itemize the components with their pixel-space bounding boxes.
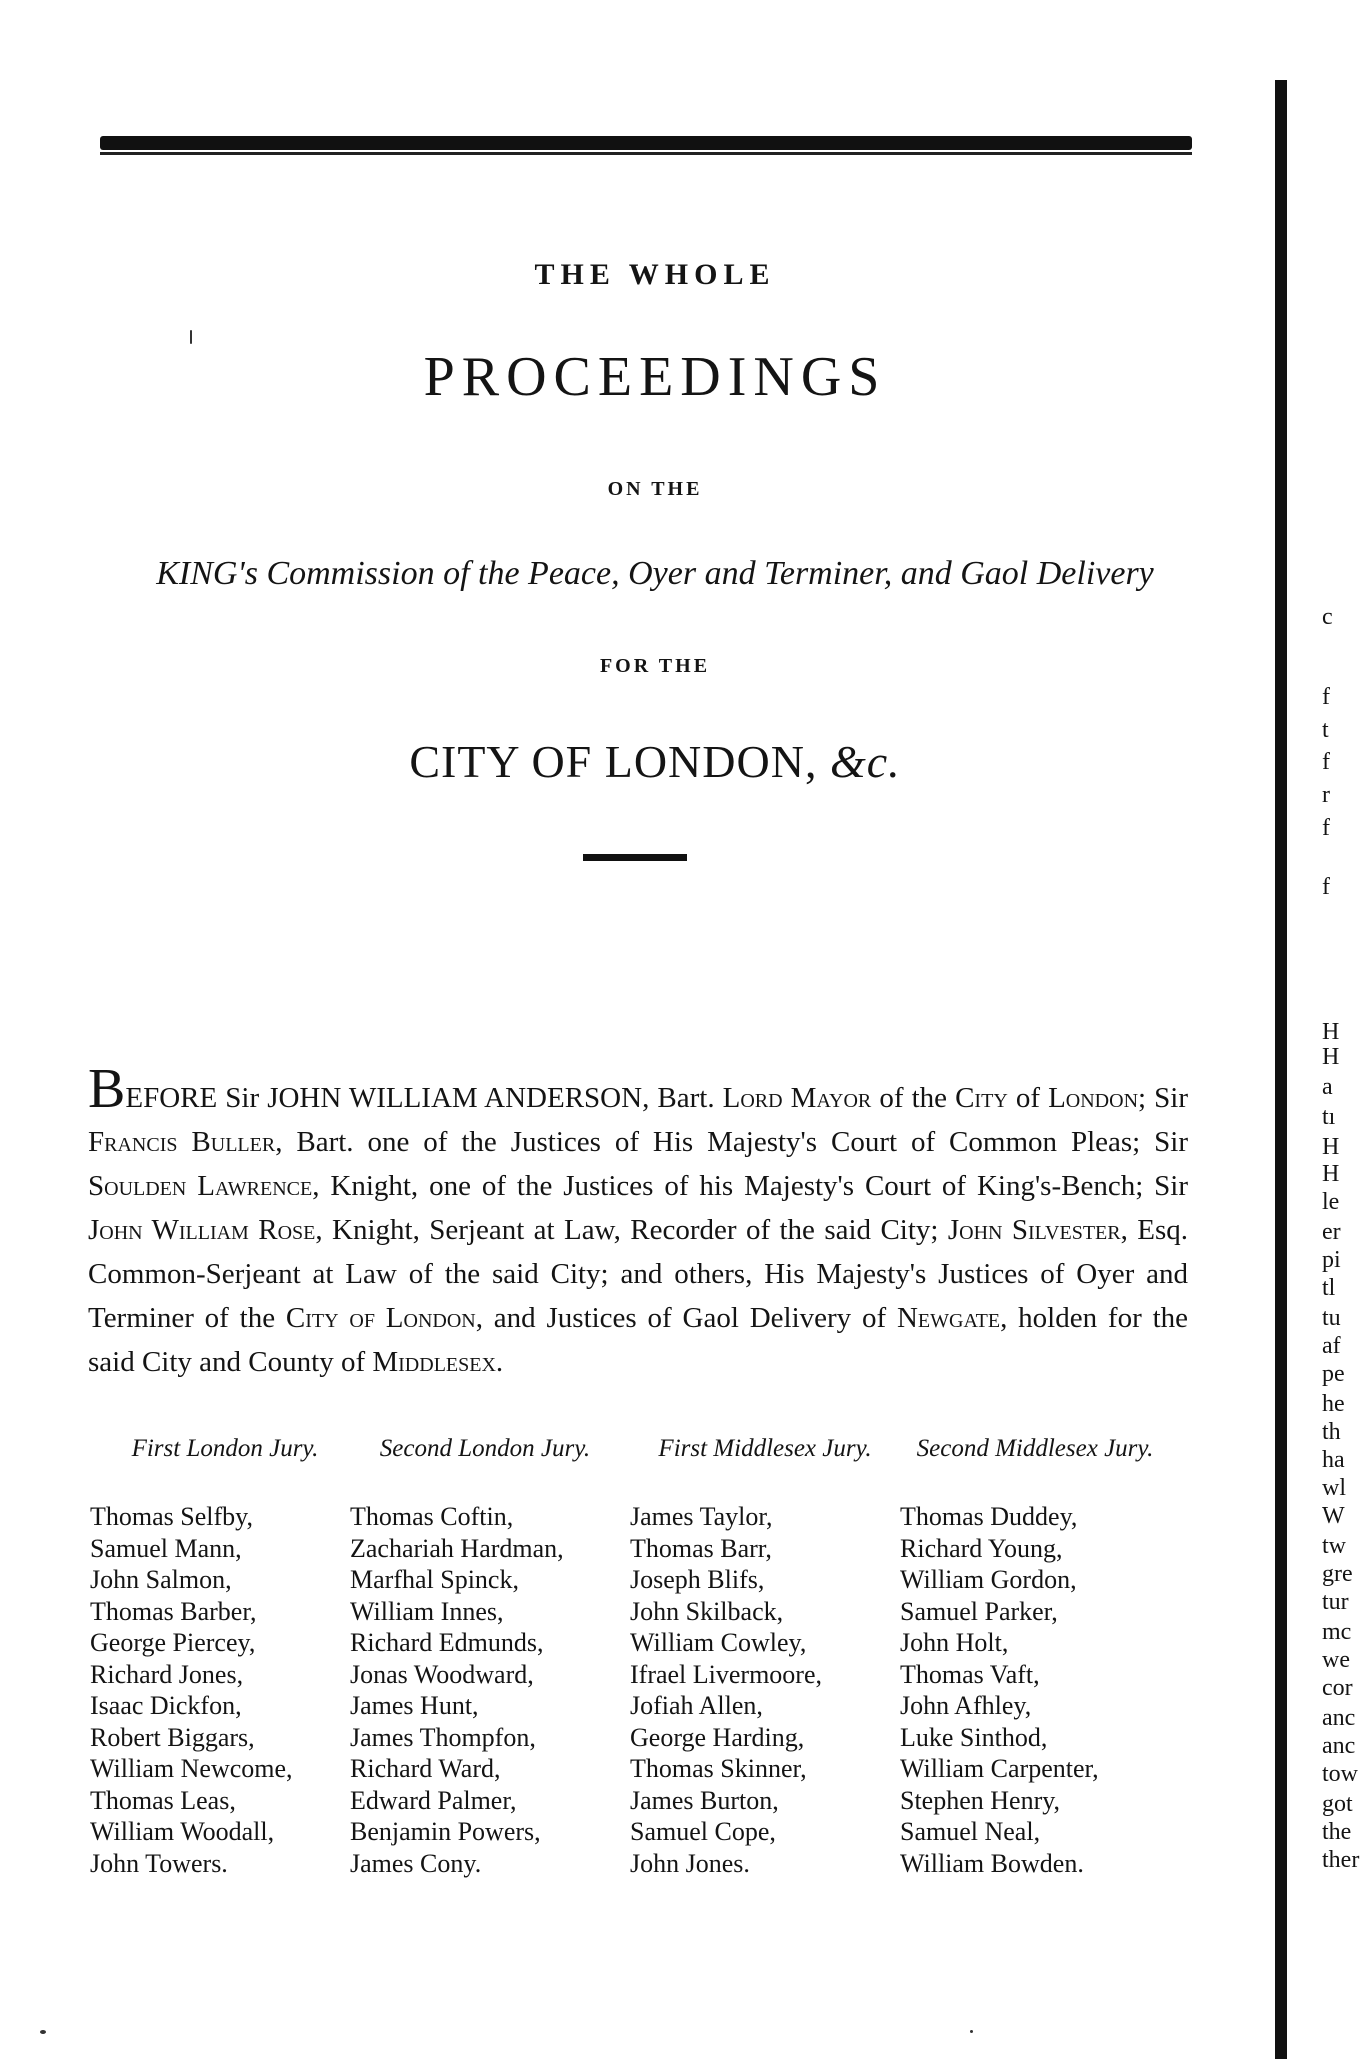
margin-fragment: anc	[1322, 1733, 1356, 1759]
margin-fragment: tu	[1322, 1305, 1341, 1331]
juror-name: Thomas Vaft,	[900, 1659, 1040, 1689]
margin-fragment: af	[1322, 1333, 1341, 1359]
juror-name: Luke Sinthod,	[900, 1722, 1048, 1752]
juror-list	[900, 1501, 1170, 1879]
paragraph-segment: , Bart. one of the Justices of His Majesty's Court of Common Pleas; Sir	[275, 1126, 1188, 1158]
juror-name: Jofiah Allen,	[630, 1691, 763, 1720]
margin-fragment: t	[1322, 717, 1329, 743]
ink-speck	[970, 2030, 973, 2033]
juror-name: Thomas Duddey,	[900, 1502, 1078, 1531]
proper-name: Middlesex	[372, 1346, 496, 1378]
juror-name: John Holt,	[900, 1628, 1009, 1657]
margin-fragment: f	[1322, 815, 1330, 841]
paragraph-segment: ; Sir	[1138, 1082, 1188, 1114]
title-proceedings: PROCEEDINGS	[423, 346, 887, 408]
margin-fragment: he	[1322, 1391, 1345, 1417]
proper-name: Lord Mayor	[722, 1082, 872, 1114]
juror-name: William Woodall,	[90, 1817, 275, 1846]
drop-cap: B	[88, 1058, 126, 1120]
proper-name: John Silvester	[947, 1214, 1121, 1246]
proper-name: Newgate	[896, 1302, 1001, 1334]
margin-fragment: H	[1322, 1019, 1340, 1045]
paragraph-segment: EFORE Sir JOHN WILLIAM ANDERSON, Bart.	[125, 1082, 723, 1114]
juror-name: Marfhal Spinck,	[350, 1565, 519, 1594]
juror-name: Isaac Dickfon,	[90, 1691, 242, 1720]
jury-column	[90, 1435, 360, 1879]
juror-name: Thomas Barber,	[90, 1596, 257, 1626]
juror-name: Benjamin Powers,	[350, 1817, 541, 1846]
title-the-whole: THE WHOLE	[534, 258, 776, 291]
margin-fragment: anc	[1322, 1705, 1356, 1731]
margin-fragment: H	[1322, 1134, 1340, 1160]
juror-name: William Cowley,	[630, 1628, 807, 1657]
paragraph-segment: , Esq. Common-Serjeant at Law of the said City; and others, His Majesty's Justices of Oyer and Terminer of the	[88, 1214, 1189, 1334]
juror-name: James Burton,	[630, 1785, 779, 1815]
margin-fragment: we	[1322, 1647, 1350, 1673]
margin-fragment: le	[1322, 1189, 1340, 1215]
juror-name: Samuel Neal,	[900, 1817, 1041, 1846]
margin-fragment: f	[1322, 874, 1330, 900]
juror-name: Thomas Selfby,	[90, 1502, 253, 1531]
margin-fragment: ther	[1322, 1847, 1360, 1873]
title-on-the: ON THE	[607, 478, 703, 500]
margin-fragment: tw	[1322, 1533, 1346, 1559]
juror-name: Stephen Henry,	[900, 1785, 1061, 1815]
margin-fragment: wl	[1322, 1475, 1346, 1501]
juror-name: John Jones.	[630, 1848, 750, 1878]
title-city-of-london	[0, 735, 1310, 788]
ink-speck	[40, 2030, 46, 2034]
paragraph-segment: , Knight, one of the Justices of his Majesty's Court of King's-Bench; Sir	[312, 1170, 1189, 1202]
proper-name: John William Rose	[88, 1214, 316, 1246]
juror-name: Zachariah Hardman,	[350, 1533, 564, 1563]
city-name: CITY OF LONDON,	[409, 736, 818, 787]
juror-name: William Innes,	[350, 1596, 504, 1626]
juror-name: Richard Jones,	[90, 1659, 244, 1689]
paragraph-segment: of	[1007, 1082, 1049, 1114]
margin-fragment: tow	[1322, 1761, 1358, 1787]
paragraph-segment: , holden for the said City and County of	[88, 1302, 1188, 1378]
margin-fragment: H	[1322, 1161, 1340, 1187]
juror-name: Edward Palmer,	[350, 1785, 517, 1815]
jury-column	[350, 1435, 620, 1879]
juror-name: John Afhley,	[900, 1691, 1032, 1720]
margin-fragment: a	[1322, 1074, 1333, 1100]
jury-column	[630, 1435, 900, 1879]
juror-name: Thomas Barr,	[630, 1533, 772, 1563]
jury-title: First London Jury.	[131, 1435, 319, 1462]
juror-name: William Newcome,	[90, 1754, 293, 1783]
margin-fragment: r	[1322, 782, 1330, 808]
jury-title: Second Middlesex Jury.	[916, 1435, 1154, 1462]
ink-speck	[190, 330, 192, 344]
paragraph-segment: , and Justices of Gaol Delivery of	[475, 1302, 897, 1334]
margin-fragment: mc	[1322, 1619, 1352, 1645]
margin-fragment: got	[1322, 1791, 1353, 1817]
margin-fragment: f	[1322, 749, 1330, 775]
margin-fragment: tur	[1322, 1589, 1349, 1615]
top-rule	[100, 136, 1192, 150]
proper-name: Francis Buller	[88, 1126, 276, 1158]
juror-name: Thomas Leas,	[90, 1785, 236, 1815]
juror-list	[90, 1501, 360, 1879]
margin-fragment: tl	[1322, 1275, 1336, 1301]
paragraph-segment: of the	[871, 1082, 956, 1114]
juror-name: James Thompfon,	[350, 1722, 536, 1752]
margin-fragment: cor	[1322, 1675, 1353, 1701]
margin-fragment: the	[1322, 1819, 1352, 1845]
juror-name: Richard Young,	[900, 1533, 1063, 1563]
juror-name: George Harding,	[630, 1722, 805, 1752]
juror-name: Richard Ward,	[350, 1754, 501, 1783]
paragraph-segment: .	[495, 1346, 504, 1378]
margin-fragment: tı	[1322, 1104, 1336, 1130]
juror-name: Thomas Skinner,	[630, 1754, 807, 1783]
juror-name: Samuel Parker,	[900, 1596, 1058, 1626]
margin-fragment: ha	[1322, 1447, 1345, 1473]
proper-name: City of London	[285, 1302, 476, 1334]
juror-name: James Hunt,	[350, 1691, 479, 1720]
juror-name: Samuel Cope,	[630, 1817, 776, 1846]
jury-title: Second London Jury.	[379, 1435, 591, 1462]
title-for-the: FOR THE	[599, 655, 711, 677]
juror-name: John Skilback,	[630, 1596, 784, 1626]
margin-fragment: gre	[1322, 1561, 1353, 1587]
proper-name: Soulden Lawrence	[88, 1170, 313, 1202]
juror-name: James Taylor,	[630, 1502, 773, 1531]
title-commission: KING's Commission of the Peace, Oyer and Terminer, and Gaol Delivery	[156, 555, 1154, 592]
margin-fragment: c	[1322, 604, 1333, 630]
juror-name: Richard Edmunds,	[350, 1628, 544, 1657]
juror-name: William Gordon,	[900, 1565, 1077, 1594]
city-etc: &c.	[829, 736, 901, 787]
juror-name: James Cony.	[350, 1848, 482, 1878]
juror-name: Samuel Mann,	[90, 1533, 242, 1563]
juror-list	[350, 1501, 620, 1879]
jury-title: First Middlesex Jury.	[658, 1435, 872, 1462]
juror-name: John Salmon,	[90, 1565, 232, 1594]
court-paragraph	[88, 1058, 1189, 1384]
proper-name: City	[955, 1082, 1008, 1114]
juror-name: Robert Biggars,	[90, 1722, 255, 1752]
paragraph-segment: , Knight, Serjeant at Law, Recorder of the said City;	[315, 1214, 948, 1246]
juror-name: Jonas Woodward,	[350, 1659, 534, 1689]
margin-fragment: W	[1322, 1503, 1345, 1529]
juror-name: George Piercey,	[90, 1628, 256, 1657]
paragraph-text	[88, 1082, 1188, 1378]
juror-name: William Bowden.	[900, 1848, 1084, 1878]
juror-name: Ifrael Livermoore,	[630, 1659, 823, 1689]
margin-fragment: pe	[1322, 1361, 1345, 1387]
margin-fragment: f	[1322, 684, 1330, 710]
juror-name: Joseph Blifs,	[630, 1565, 765, 1594]
jury-column	[900, 1435, 1170, 1879]
proper-name: London	[1048, 1082, 1139, 1114]
section-rule	[583, 854, 687, 861]
margin-fragment: er	[1322, 1219, 1341, 1245]
margin-fragment: H	[1322, 1044, 1340, 1070]
juror-name: Thomas Coftin,	[350, 1502, 514, 1531]
juror-name: William Carpenter,	[900, 1754, 1099, 1783]
juror-name: John Towers.	[90, 1848, 228, 1878]
margin-fragment: pi	[1322, 1247, 1341, 1273]
margin-fragment: th	[1322, 1419, 1341, 1445]
juror-list	[630, 1501, 900, 1879]
